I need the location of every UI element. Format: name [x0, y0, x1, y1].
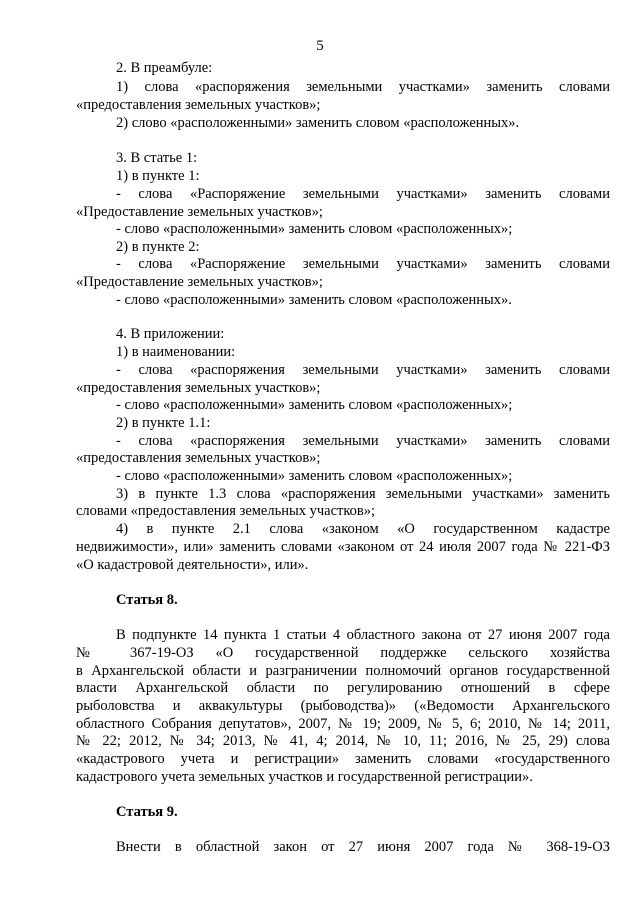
text-line: в Архангельской области и разграничении полномочий органов государственной	[76, 663, 610, 679]
text-line: - слова «распоряжения земельными участками» заменить словами	[116, 433, 610, 449]
text-line: 1) в пункте 1:	[116, 168, 200, 184]
text-line: Внести в областной закон от 27 июня 2007 года № 368-19-ОЗ	[116, 839, 610, 855]
text-line: недвижимости», или» заменить словами «законом от 24 июля 2007 года № 221-ФЗ	[76, 539, 610, 555]
text-line: В подпункте 14 пункта 1 статьи 4 областного закона от 27 июня 2007 года	[116, 627, 610, 643]
section-heading: Статья 8.	[116, 592, 178, 608]
text-line: 1) в наименовании:	[116, 344, 236, 360]
text-line: - слово «расположенными» заменить словом «расположенных»;	[116, 221, 513, 237]
text-line: словами «предоставления земельных участков»;	[76, 503, 376, 519]
text-line: 1) слова «распоряжения земельными участками» заменить словами	[116, 79, 610, 95]
text-line: власти Архангельской области по регулированию отношений в сфере	[76, 680, 610, 696]
text-line: - слово «расположенными» заменить словом «расположенных»;	[116, 397, 513, 413]
text-line: 2) в пункте 1.1:	[116, 415, 211, 431]
text-line: 2) в пункте 2:	[116, 239, 200, 255]
text-line: 4) в пункте 2.1 слова «законом «О государственном кадастре	[116, 521, 610, 537]
text-line: «предоставления земельных участков»;	[76, 380, 321, 396]
text-line: - слово «расположенными» заменить словом «расположенных»;	[116, 468, 513, 484]
page-number: 5	[316, 38, 324, 54]
text-line: 4. В приложении:	[116, 326, 225, 342]
text-line: «Предоставление земельных участков»;	[76, 274, 323, 290]
text-line: «предоставления земельных участков»;	[76, 450, 321, 466]
text-line: 3) в пункте 1.3 слова «распоряжения земельными участками» заменить	[116, 486, 610, 502]
text-line: 3. В статье 1:	[116, 150, 198, 166]
text-line: - слова «Распоряжение земельными участками» заменить словами	[116, 186, 610, 202]
text-line: «кадастрового учета и регистрации» заменить словами «государственного	[76, 751, 610, 767]
text-line: областного Собрания депутатов», 2007, № 19; 2009, № 5, 6; 2010, № 14; 2011,	[76, 716, 610, 732]
text-line: № 367-19-ОЗ «О государственной поддержке сельского хозяйства	[76, 645, 610, 661]
text-line: 2) слово «расположенными» заменить словом «расположенных».	[116, 115, 520, 131]
text-line: «Предоставление земельных участков»;	[76, 204, 323, 220]
section-heading: Статья 9.	[116, 804, 178, 820]
text-line: - слова «Распоряжение земельными участками» заменить словами	[116, 256, 610, 272]
text-line: кадастрового учета земельных участков и государственной регистрации».	[76, 769, 533, 785]
text-line: рыболовства и аквакультуры (рыбоводства)» («Ведомости Архангельского	[76, 698, 610, 714]
text-line: - слова «распоряжения земельными участками» заменить словами	[116, 362, 610, 378]
text-line: «предоставления земельных участков»;	[76, 97, 321, 113]
text-line: 2. В преамбуле:	[116, 60, 213, 76]
text-line: - слово «расположенными» заменить словом «расположенных».	[116, 292, 512, 308]
text-line: «О кадастровой деятельности», или».	[76, 557, 309, 573]
text-line: № 22; 2012, № 34; 2013, № 41, 4; 2014, № 10, 11; 2016, № 25, 29) слова	[76, 733, 610, 749]
